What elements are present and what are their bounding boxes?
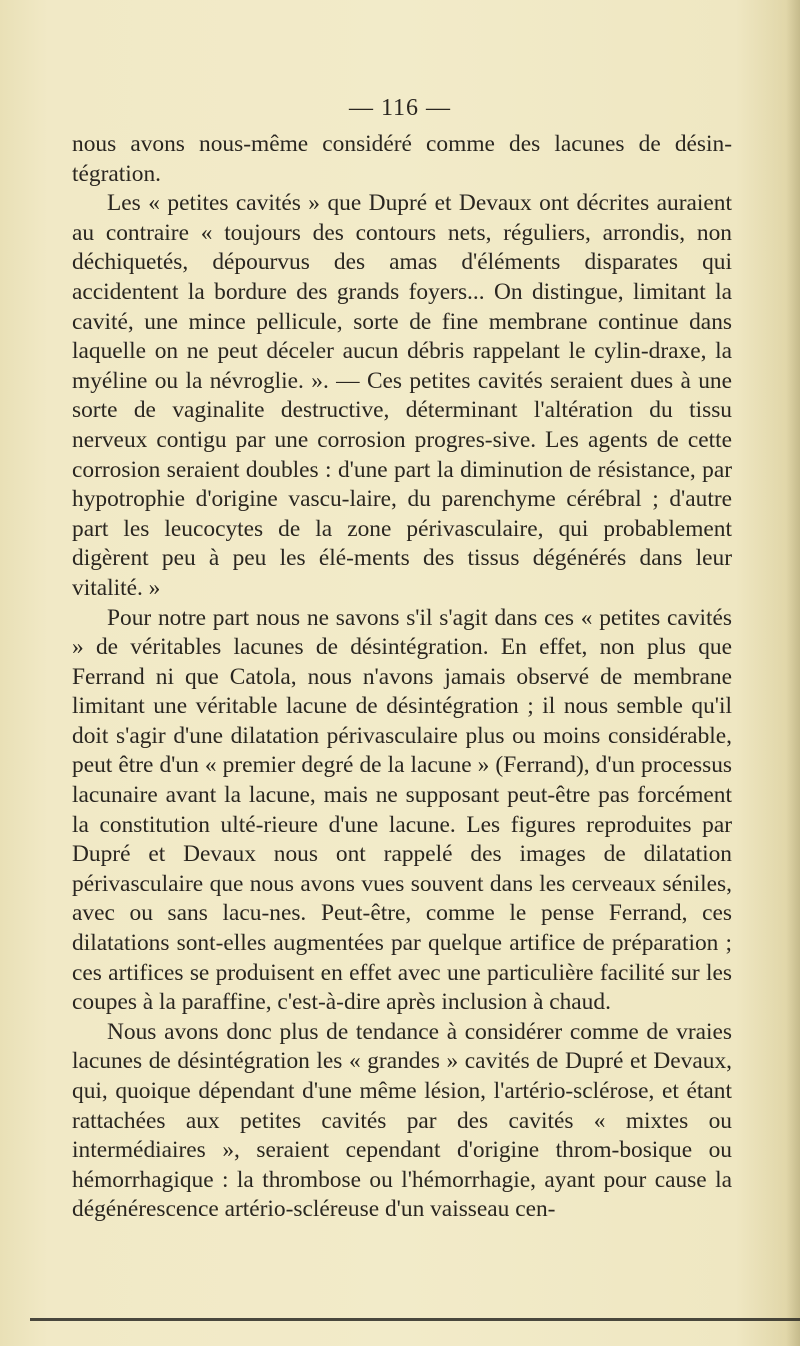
paragraph: Pour notre part nous ne savons s'il s'agit dans ces « petites cavités » de véritables lacunes de désintégration. En effet, non plus que Ferrand ni que Catola, nous n'avons jamais observé de membrane limitant une véritable lacune de désintégration ; il nous semble qu'il doit s'agir d'une dilatation périvasculaire plus ou moins considérable, peut être d'un « premier degré de la lacune » (Ferrand), d'un processus lacunaire avant la lacune, mais ne supposant peut-être pas forcément la constitution ulté-rieure d'une lacune. Les figures reproduites par Dupré et Devaux nous ont rappelé des images de dilatation périvasculaire que nous avons vues souvent dans les cerveaux séniles, avec ou sans lacu-nes. Peut-être, comme le pense Ferrand, ces dilatations sont-elles augmentées par quelque artifice de préparation ; ces artifices se produisent en effet avec une particulière facilité sur les coupes à la paraffine, c'est-à-dire après inclusion à chaud. [72, 604, 732, 1016]
paragraph: Les « petites cavités » que Dupré et Devaux ont décrites auraient au contraire « toujours des contours nets, réguliers, arrondis, non déchiquetés, dépourvus des amas d'éléments disparates qui accidentent la bordure des grands foyers... On distingue, limitant la cavité, une mince pellicule, sorte de fine membrane continue dans laquelle on ne peut déceler aucun débris rappelant le cylin-draxe, la myéline ou la névroglie. ». — Ces petites cavités seraient dues à une sorte de vaginalite destructive, déterminant l'altération du tissu nerveux contigu par une corrosion progres-sive. Les agents de cette corrosion seraient doubles : d'une part la diminution de résistance, par hypotrophie d'origine vascu-laire, du parenchyme cérébral ; d'autre part les leucocytes de la zone périvasculaire, qui probablement digèrent peu à peu les élé-ments des tissus dégénérés dans leur vitalité. » [72, 190, 732, 601]
bottom-edge-line [30, 1318, 800, 1321]
page-edge-shadow [786, 0, 800, 1346]
body-text [72, 130, 732, 1225]
paragraph: Nous avons donc plus de tendance à considérer comme de vraies lacunes de désintégration les « grandes » cavités de Dupré et Devaux, qui, quoique dépendant d'une même lésion, l'artério-sclérose, et étant rattachées aux petites cavités par des cavités « mixtes ou intermédiaires », seraient cependant d'origine throm-bosique ou hémorrhagique : la thrombose ou l'hémorrhagie, ayant pour cause la dégénérescence artério-scléreuse d'un vaisseau cen- [72, 1018, 732, 1223]
page-number: — 116 — [348, 95, 452, 121]
paragraph-continued: nous avons nous-même considéré comme des lacunes de désin-tégration. [72, 131, 732, 187]
